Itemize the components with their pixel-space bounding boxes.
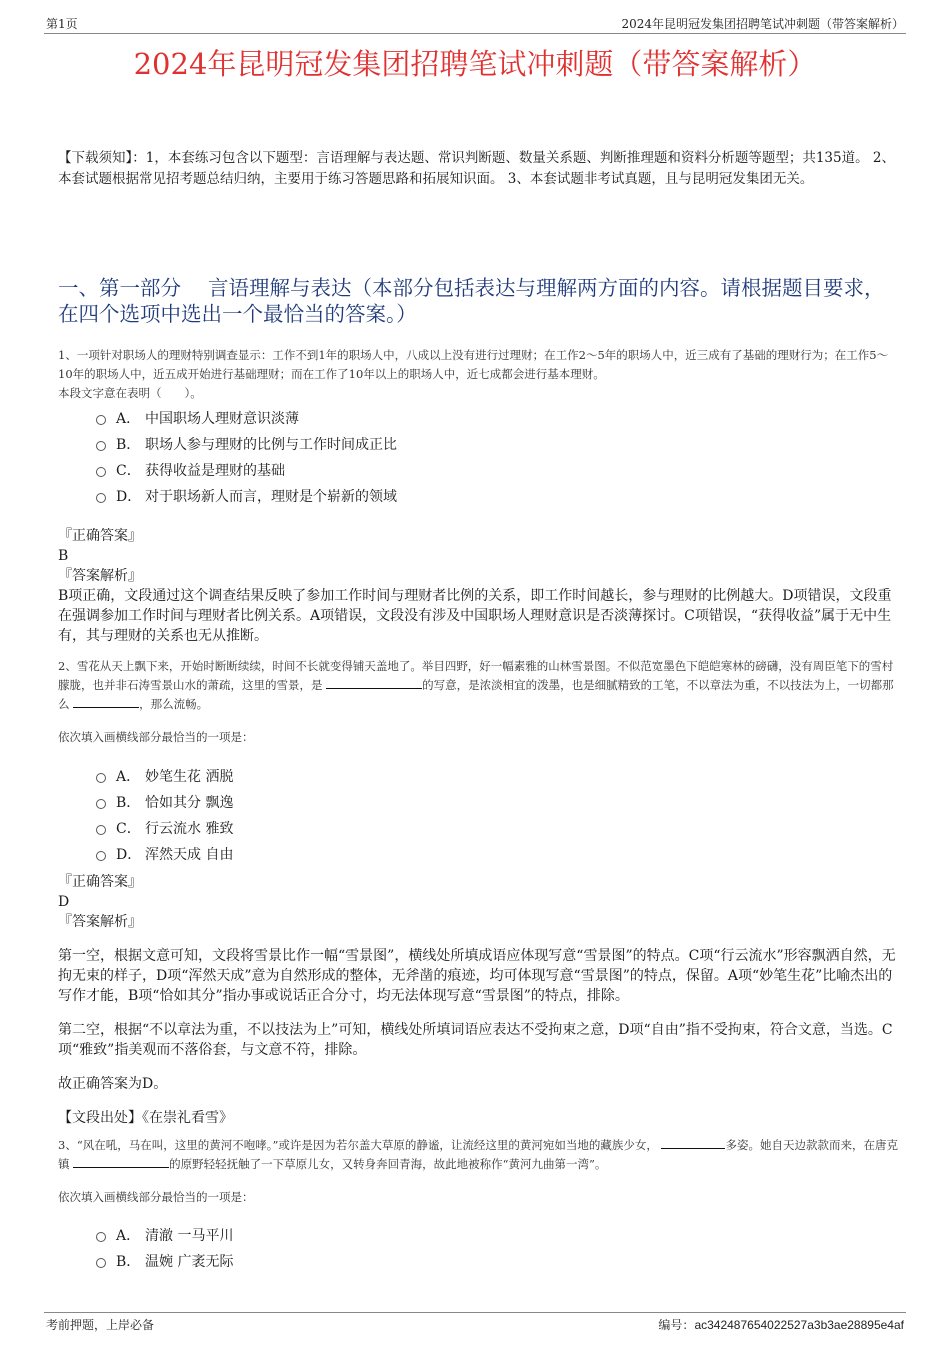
footer-slogan: 考前押题，上岸必备 [46,1318,155,1332]
analysis-text: B项正确，文段通过这个调查结果反映了参加工作时间与理财者比例的关系，即工作时间越长，参与理财的比例越大。D项错误，文段重在强调参加工作时间与理财者比例关系。A项错误，文段没有涉及中国职场人理财意识是否淡薄探讨。C项错误，“获得收益”属于无中生有，其与理财的关系也无从推断。 [58,588,892,644]
question-2-text-part3: ，那么流畅。 [139,697,209,711]
document-id-value: ac342487654022527a3b3ae28895e4af [694,1318,904,1332]
radio-button[interactable] [96,467,106,477]
radio-button[interactable] [96,773,106,783]
option-label: D． [116,489,142,505]
option-text: 获得收益是理财的基础 [145,463,285,479]
question-3 [58,1136,900,1207]
question-2-text-part2: 的写意，是浓淡相宜的泼墨，也是细腻精致的工笔，不以章法为重，不以技法为上，一切都那么 [58,678,894,711]
question-2-prompt: 依次填入画横线部分最恰当的一项是： [58,730,254,744]
radio-button[interactable] [96,1232,106,1242]
answer-heading: 『正确答案』 [58,874,142,890]
question-3-text-part3: 的原野轻轻抚触了一下草原儿女，又转身奔回青海，故此地被称作“黄河九曲第一湾”。 [169,1157,607,1171]
option-label: B． [116,1254,141,1270]
question-1-answer [58,526,902,646]
option-text: 清澈 一马平川 [145,1228,234,1244]
option-text: 职场人参与理财的比例与工作时间成正比 [145,437,397,453]
document-id-label: 编号： [658,1318,695,1332]
option-label: B． [116,437,141,453]
answer-value: D [58,894,70,910]
radio-button[interactable] [96,799,106,809]
question-3-text-part2: 多姿。她自天边款款而来，在唐克镇 [58,1138,898,1171]
question-3-text-part1: 3、“风在吼，马在叫，这里的黄河不咆哮。”或许是因为若尔盖大草原的静谧，让流经这里的黄河宛如当地的藏族少女， [58,1138,662,1152]
document-title: 2024年昆明冠发集团招聘笔试冲刺题（带答案解析） [133,47,817,81]
radio-button[interactable] [96,493,106,503]
radio-button[interactable] [96,441,106,451]
option-text: 对于职场新人而言，理财是个崭新的领域 [145,489,397,505]
option-label: D． [116,847,142,863]
option-text: 温婉 广袤无际 [145,1254,234,1270]
analysis-heading: 『答案解析』 [58,914,142,930]
option-text: 中国职场人理财意识淡薄 [145,411,299,427]
option-label: A． [116,769,141,785]
option-label: B． [116,795,141,811]
option-text: 恰如其分 飘逸 [145,795,234,811]
question-2-text [58,657,900,714]
option-label: C． [116,463,141,479]
question-3-prompt: 依次填入画横线部分最恰当的一项是： [58,1190,254,1204]
radio-button[interactable] [96,1258,106,1268]
fill-blank-1 [661,1136,725,1149]
page-footer [44,1312,906,1333]
option-label: A． [116,411,141,427]
analysis-paragraph-3: 故正确答案为D。 [58,1076,168,1092]
page-number: 第1页 [46,17,78,31]
radio-button[interactable] [96,415,106,425]
radio-button[interactable] [96,851,106,861]
question-2-text-part1: 2、雪花从天上飘下来，开始时断断续续，时间不长就变得铺天盖地了。举目四野，好一幅素雅的山林雪景图。不似范宽墨色下皑皑寒林的磅礴，没有周臣笔下的雪村朦胧，也并非石涛雪景山水的萧疏，这里的雪景，是 [58,659,894,692]
analysis-paragraph-1: 第一空，根据文意可知，文段将雪景比作一幅“雪景图”，横线处所填成语应体现写意“雪景图”的特点。C项“行云流水”形容飘洒自然，无拘无束的样子，D项“浑然天成”意为自然形成的整体，无斧凿的痕迹，均可体现写意“雪景图”的特点，保留。A项“妙笔生花”比喻杰出的写作才能，B项“恰如其分”指办事或说话正合分寸，均无法体现写意“雪景图”的特点，排除。 [58,948,896,1004]
option-text: 行云流水 雅致 [145,821,234,837]
option-text: 妙笔生花 洒脱 [145,769,234,785]
question-3-text [58,1136,900,1174]
question-1 [58,346,900,403]
option-text: 浑然天成 自由 [145,847,234,863]
question-1-prompt: 本段文字意在表明（ ）。 [58,386,202,400]
text-source: 【文段出处】《在崇礼看雪》 [58,1110,233,1126]
header-doc-title: 2024年昆明冠发集团招聘笔试冲刺题（带答案解析） [621,17,904,31]
answer-value: B [58,548,69,564]
page-header [44,13,906,34]
answer-heading: 『正确答案』 [58,528,142,544]
question-2 [58,657,900,747]
fill-blank-1 [326,676,422,689]
question-2-answer [58,872,902,1128]
document-id [658,1316,904,1333]
question-1-text: 1、一项针对职场人的理财特别调查显示：工作不到1年的职场人中，八成以上没有进行过理财；在工作2～5年的职场人中，近三成有了基础的理财行为；在工作5～10年的职场人中，近五成开始进行基础理财；而在工作了10年以上的职场人中，近七成都会进行基本理财。 [58,348,889,381]
fill-blank-2 [73,695,139,708]
download-notice: 【下载须知】：1，本套练习包含以下题型：言语理解与表达题、常识判断题、数量关系题、判断推理题和资料分析题等题型；共135道。 2、本套试题根据常见招考题总结归纳，主要用于练习答题思路和拓展知识面。 3、本套试题非考试真题，且与昆明冠发集团无关。 [58,150,895,187]
fill-blank-2 [73,1155,169,1168]
analysis-heading: 『答案解析』 [58,568,142,584]
option-label: A． [116,1228,141,1244]
section-title: 一、第一部分 言语理解与表达（本部分包括表达与理解两方面的内容。请根据题目要求，在四个选项中选出一个最恰当的答案。） [58,276,885,326]
analysis-paragraph-2: 第二空，根据“不以章法为重，不以技法为上”可知，横线处所填词语应表达不受拘束之意，D项“自由”指不受拘束，符合文意，当选。C项“雅致”指美观而不落俗套，与文意不符，排除。 [58,1022,893,1058]
radio-button[interactable] [96,825,106,835]
option-label: C． [116,821,141,837]
